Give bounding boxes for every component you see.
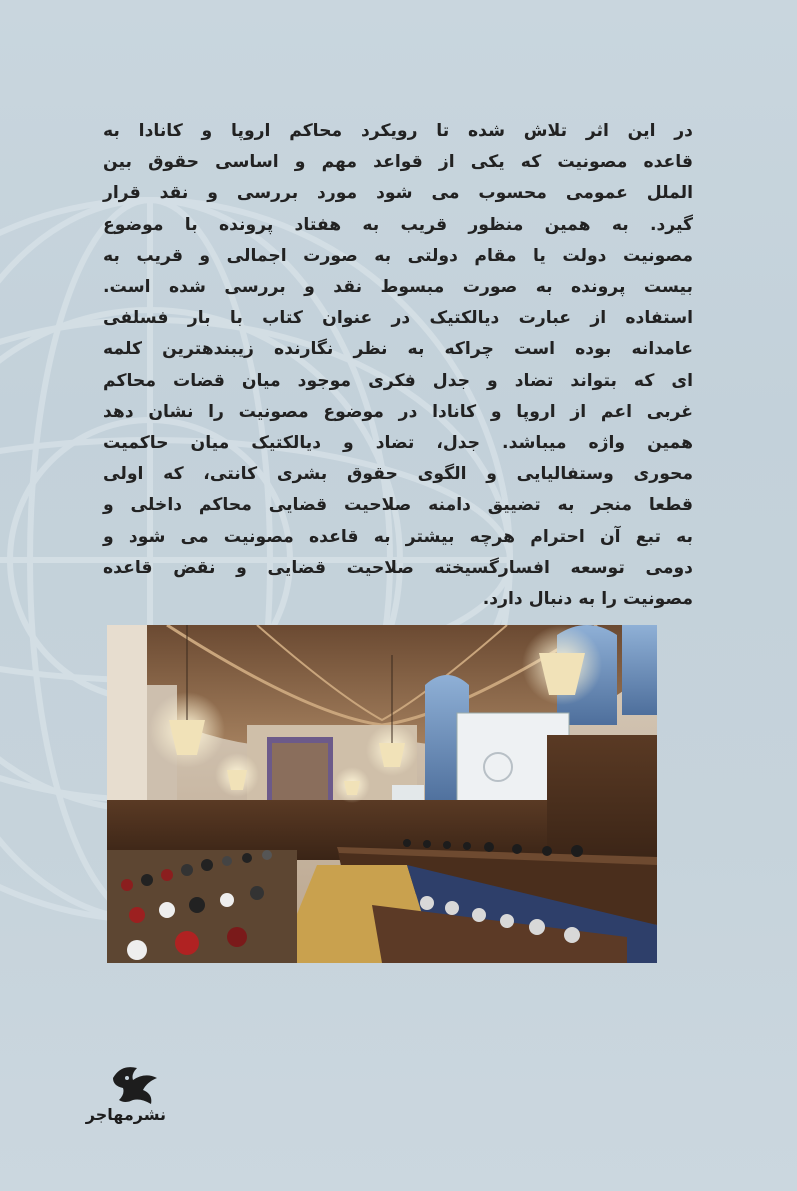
courtroom-illustration: [107, 625, 657, 963]
description-line: مصونیت دولت یا مقام دولتی به صورت اجمالی و قریب به: [103, 245, 693, 266]
description-line: ای که بتواند تضاد و جدل فکری موجود میان قضات محاکم: [103, 370, 693, 391]
back-cover-description: [103, 116, 693, 615]
description-line: قاعده مصونیت که یکی از قواعد مهم و اساسی حقوق بین: [103, 152, 693, 173]
description-line: گیرد. به همین منظور قریب به هفتاد پرونده با موضوع: [103, 214, 693, 235]
description-line: قطعا منجر به تضییق دامنه صلاحیت قضایی محاکم داخلی و: [103, 495, 693, 516]
description-line: عامدانه بوده است چراکه به نظر نگارنده زیبندهترین کلمه: [103, 339, 693, 360]
description-line: در این اثر تلاش شده تا رویکرد محاکم اروپا و کانادا به: [103, 121, 693, 141]
description-line: استفاده از عبارت دیالکتیک در عنوان کتاب با بار فسلفی: [103, 308, 693, 329]
description-line: همین واژه میباشد. جدل، تضاد و دیالکتیک میان حاکمیت: [103, 433, 693, 454]
description-line: بیست پرونده به صورت مبسوط نقد و بررسی شده است.: [103, 277, 693, 298]
description-line: الملل عمومی محسوب می شود مورد بررسی و نقد قرار: [103, 183, 693, 204]
description-line: محوری وستفالیایی و الگوی حقوق بشری کانتی، که اولی: [103, 464, 693, 485]
description-line: مصونیت را به دنبال دارد.: [482, 589, 693, 610]
description-line: غربی اعم از اروپا و کانادا در موضوع مصونیت را نشان دهد: [103, 401, 693, 422]
courtroom-photo: [107, 625, 657, 963]
description-line: به تبع آن احترام هرچه بیشتر به قاعده مصونیت می شود و: [103, 526, 693, 547]
publisher-name: نشرمهاجر: [85, 1105, 166, 1124]
description-line: دومی توسعه افسارگسیخته صلاحیت قضایی و نقض قاعده: [103, 557, 693, 578]
